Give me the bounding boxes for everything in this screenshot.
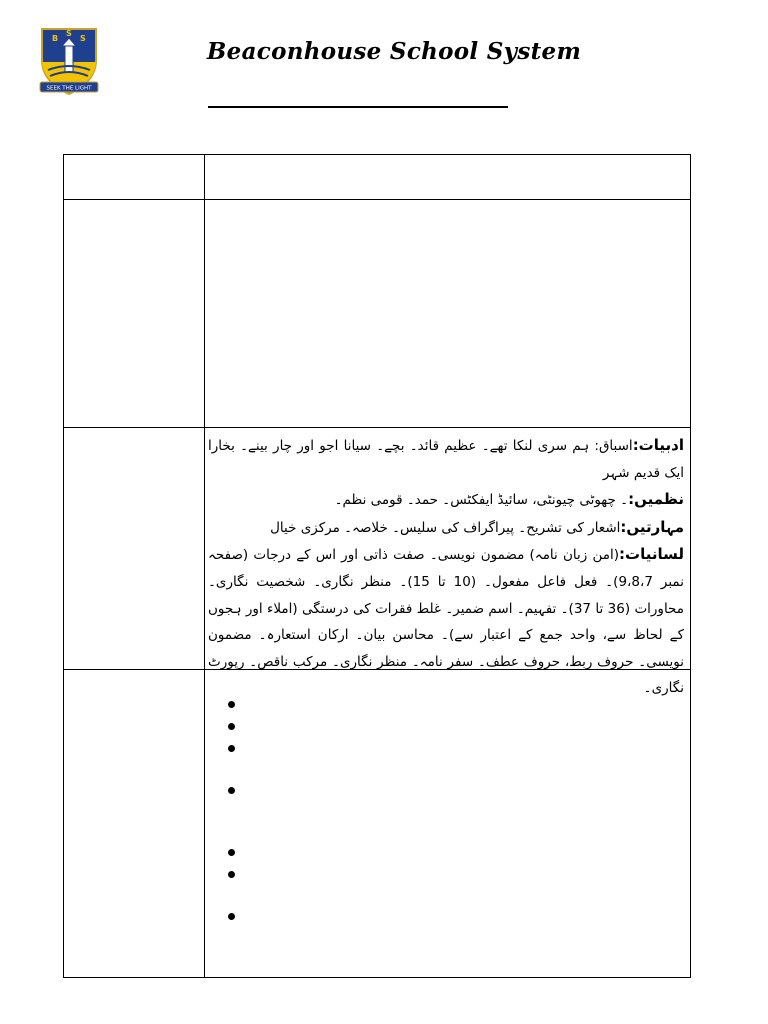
lisaniyat-label: لسانیات: bbox=[619, 545, 684, 564]
lisaniyat-text: (امن زبان نامہ) مضمون نویسی۔ صفت ذاتی اور اس کے درجات (صفحہ نمبر 9،8،7)۔ فعل فاعل مفعول۔ (10 تا 15)۔ منظر نگاری۔ شخصیت نگاری۔ محاورات (36 تا 37)۔ تفہیم۔ اسم ضمیر۔ غلط فقرات کی درستگی (املاء اور ہجوں کے لحاظ سے، واحد جمع کے اعتبار سے)۔ محاسن بیان۔ ارکان استعارہ۔ مضمون نویسی۔ حروف ربط، حروف عطف۔ سفر نامہ۔ منظر نگاری۔ مرکب ناقص۔ رپورٹ نگاری۔ bbox=[208, 547, 685, 697]
crest-letter-b: B bbox=[52, 34, 59, 43]
row-divider-1 bbox=[64, 199, 690, 200]
adabiyat-line bbox=[208, 432, 684, 486]
crest-motto: SEEK THE LIGHT bbox=[46, 85, 92, 92]
bullet-point bbox=[228, 787, 235, 794]
name-underline bbox=[208, 106, 508, 108]
crest-letter-s2: S bbox=[80, 34, 86, 43]
lisaniyat-line bbox=[208, 541, 684, 702]
bullet-point bbox=[228, 871, 235, 878]
adabiyat-label: ادبیات: bbox=[632, 436, 684, 454]
maharatein-text: اشعار کی تشریح۔ پیراگراف کی سلیس۔ خلاصہ۔ مرکزی خیال bbox=[270, 519, 621, 536]
crest-letter-s1: S bbox=[66, 29, 72, 38]
bullet-point bbox=[228, 701, 235, 708]
bullet-point bbox=[228, 913, 235, 920]
bullet-point bbox=[228, 849, 235, 856]
syllabus-content bbox=[208, 432, 684, 702]
nazmein-line bbox=[208, 486, 684, 514]
nazmein-text: ۔ چھوٹی چیونٹی، سائیڈ ایفکٹس۔ حمد۔ قومی نظم۔ bbox=[334, 492, 629, 509]
nazmein-label: نظمیں: bbox=[628, 490, 684, 509]
bullet-point bbox=[228, 745, 235, 752]
column-divider bbox=[204, 155, 205, 977]
maharatein-label: مہارتیں: bbox=[620, 517, 684, 536]
row-divider-2 bbox=[64, 427, 690, 428]
bullet-point bbox=[228, 723, 235, 730]
school-title: Beaconhouse School System bbox=[206, 38, 582, 65]
maharatein-line bbox=[208, 514, 684, 542]
adabiyat-text: اسباق: ہم سری لنکا تھے۔ عظیم قائد۔ بچے۔ سیانا اجو اور چار بینے۔ بخارا ایک قدیم شہر bbox=[208, 438, 684, 481]
